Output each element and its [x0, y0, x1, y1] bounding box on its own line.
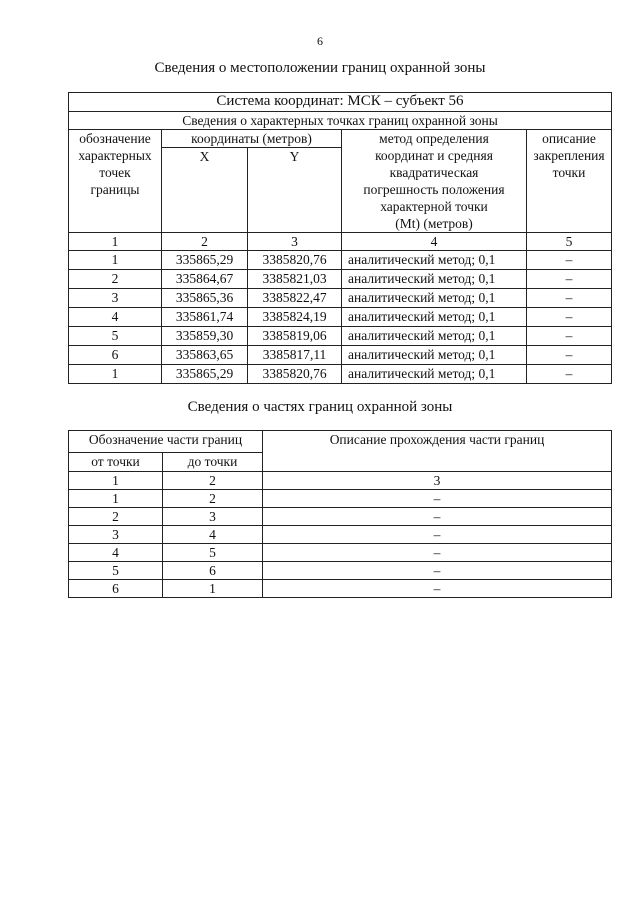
point-cell: 1 [69, 365, 162, 384]
table-row [69, 270, 612, 289]
column-number: 4 [342, 233, 527, 251]
y-cell: 3385822,47 [248, 289, 342, 308]
point-cell: 3 [69, 289, 162, 308]
table-row [69, 508, 612, 526]
to-cell: 3 [163, 508, 263, 526]
table-row [69, 327, 612, 346]
table-row [69, 490, 612, 508]
page-number: 6 [317, 34, 323, 48]
desc-cell: – [263, 490, 612, 508]
desc-cell: – [263, 508, 612, 526]
points-subtitle-row [69, 112, 612, 130]
from-cell: 4 [69, 544, 163, 562]
header-to-point: до точки [163, 453, 263, 472]
column-numbers-row [69, 233, 612, 251]
header-description: описание закрепления точки [527, 130, 612, 233]
from-cell: 5 [69, 562, 163, 580]
boundary-points-table [68, 92, 612, 384]
to-cell: 5 [163, 544, 263, 562]
table-row [69, 580, 612, 598]
header-method: метод определения координат и средняя квадратическая погрешность положения характерной точки (Mt) (метров) [342, 130, 527, 233]
to-cell: 2 [163, 490, 263, 508]
desc-cell: – [527, 251, 612, 270]
method-cell: аналитический метод; 0,1 [342, 346, 527, 365]
column-number: 1 [69, 472, 163, 490]
x-cell: 335859,30 [162, 327, 248, 346]
x-cell: 335865,36 [162, 289, 248, 308]
desc-cell: – [263, 562, 612, 580]
header-row [69, 431, 612, 453]
table-row [69, 308, 612, 327]
from-cell: 2 [69, 508, 163, 526]
table-row [69, 544, 612, 562]
to-cell: 6 [163, 562, 263, 580]
section2-title: Сведения о частях границ охранной зоны [187, 399, 453, 415]
table-row [69, 526, 612, 544]
method-cell: аналитический метод; 0,1 [342, 365, 527, 384]
from-cell: 3 [69, 526, 163, 544]
column-number: 1 [69, 233, 162, 251]
x-cell: 335865,29 [162, 251, 248, 270]
method-cell: аналитический метод; 0,1 [342, 327, 527, 346]
table-row [69, 562, 612, 580]
desc-cell: – [263, 544, 612, 562]
x-cell: 335864,67 [162, 270, 248, 289]
desc-cell: – [263, 526, 612, 544]
boundary-parts-table [68, 430, 612, 598]
header-part-designation: Обозначение части границ [69, 431, 263, 453]
header-row [69, 130, 612, 148]
desc-cell: – [527, 365, 612, 384]
method-cell: аналитический метод; 0,1 [342, 289, 527, 308]
section1-title: Сведения о местоположении границ охранной зоны [154, 60, 486, 76]
x-cell: 335865,29 [162, 365, 248, 384]
coordinate-system-cell: Система координат: МСК – субъект 56 [69, 93, 612, 112]
desc-cell: – [527, 346, 612, 365]
y-cell: 3385824,19 [248, 308, 342, 327]
header-designation: обозначение характерных точек границы [69, 130, 162, 233]
y-cell: 3385820,76 [248, 251, 342, 270]
to-cell: 4 [163, 526, 263, 544]
y-cell: 3385817,11 [248, 346, 342, 365]
from-cell: 1 [69, 490, 163, 508]
header-from-point: от точки [69, 453, 163, 472]
table-row [69, 346, 612, 365]
column-number: 3 [248, 233, 342, 251]
point-cell: 1 [69, 251, 162, 270]
x-cell: 335861,74 [162, 308, 248, 327]
points-subtitle-cell: Сведения о характерных точках границ охранной зоны [69, 112, 612, 130]
coordinate-system-row [69, 93, 612, 112]
desc-cell: – [527, 289, 612, 308]
column-number: 5 [527, 233, 612, 251]
desc-cell: – [263, 580, 612, 598]
desc-cell: – [527, 308, 612, 327]
from-cell: 6 [69, 580, 163, 598]
table-row [69, 251, 612, 270]
table-row [69, 289, 612, 308]
point-cell: 5 [69, 327, 162, 346]
point-cell: 4 [69, 308, 162, 327]
method-cell: аналитический метод; 0,1 [342, 308, 527, 327]
desc-cell: – [527, 327, 612, 346]
column-number: 2 [163, 472, 263, 490]
y-cell: 3385821,03 [248, 270, 342, 289]
table-row [69, 365, 612, 384]
point-cell: 6 [69, 346, 162, 365]
desc-cell: – [527, 270, 612, 289]
header-x: X [162, 148, 248, 233]
column-number: 3 [263, 472, 612, 490]
header-coordinates: координаты (метров) [162, 130, 342, 148]
column-numbers-row [69, 472, 612, 490]
method-cell: аналитический метод; 0,1 [342, 251, 527, 270]
header-y: Y [248, 148, 342, 233]
to-cell: 1 [163, 580, 263, 598]
header-part-description: Описание прохождения части границ [263, 431, 612, 472]
y-cell: 3385820,76 [248, 365, 342, 384]
y-cell: 3385819,06 [248, 327, 342, 346]
method-cell: аналитический метод; 0,1 [342, 270, 527, 289]
column-number: 2 [162, 233, 248, 251]
x-cell: 335863,65 [162, 346, 248, 365]
point-cell: 2 [69, 270, 162, 289]
